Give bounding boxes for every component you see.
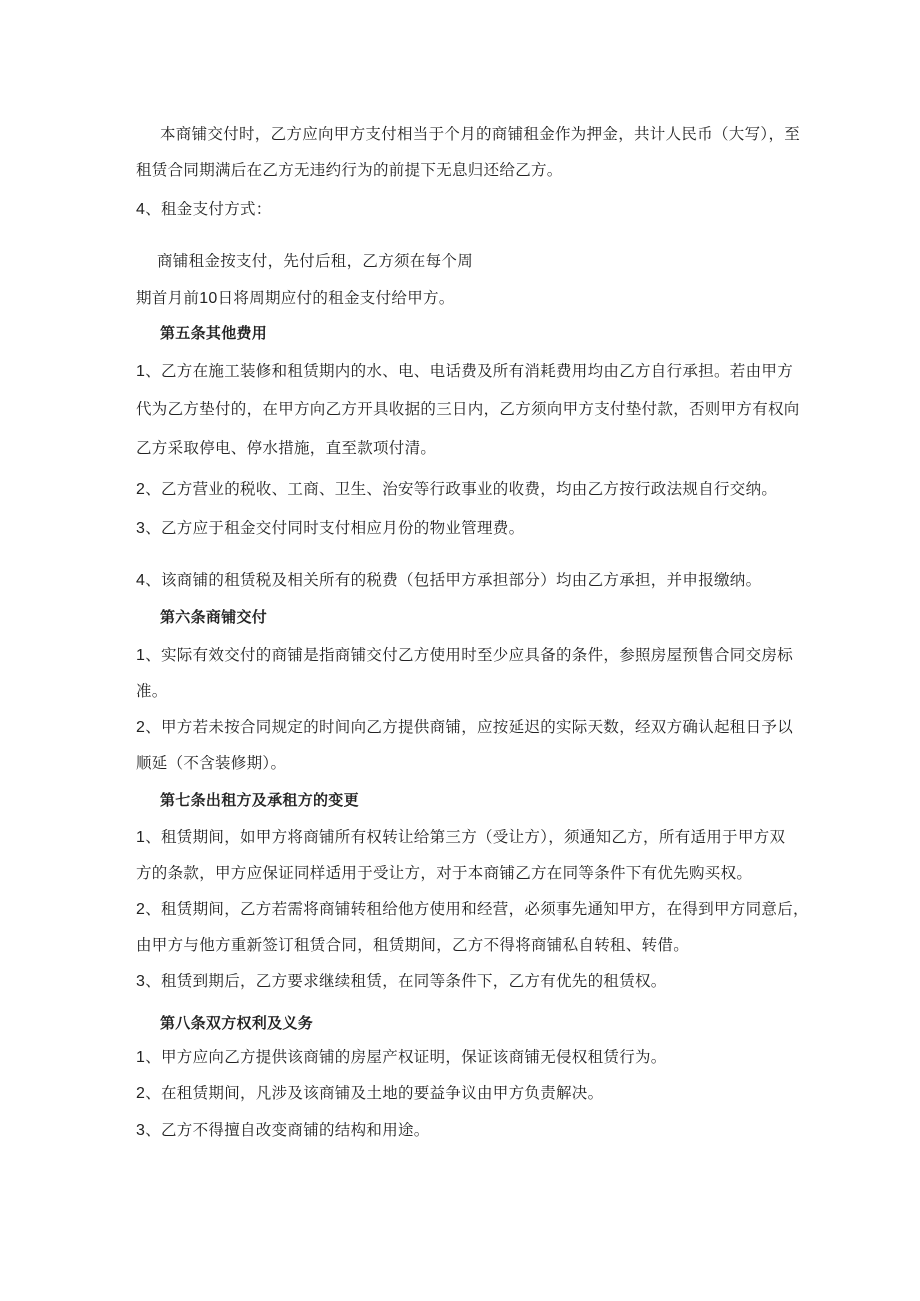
clause-text: 、乙方不得擅自改变商铺的结构和用途。: [145, 1121, 430, 1139]
article-7-heading: 第七条出租方及承租方的变更: [160, 791, 359, 809]
article-5-clause-1-line-2: 代为乙方垫付的，在甲方向乙方开具收据的三日内，乙方须向甲方支付垫付款，否则甲方有权向: [136, 400, 800, 418]
article-5-clause-4: [136, 570, 761, 591]
clause-number: 2: [136, 901, 146, 918]
clause-text: 、租赁期间，如甲方将商铺所有权转让给第三方（受让方），须通知乙方，所有适用于甲方双: [145, 828, 786, 846]
clause-rent-payment-method: [136, 199, 272, 220]
clause-text: 、租赁期间，乙方若需将商铺转租给他方使用和经营，必须事先通知甲方，在得到甲方同意后，: [145, 900, 809, 918]
payment-paragraph-line-1: 商铺租金按支付，先付后租，乙方须在每个周: [157, 252, 474, 270]
clause-number: 2: [136, 719, 146, 736]
article-6-heading: 第六条商铺交付: [160, 608, 268, 626]
article-6-clause-2-line-2: 顺延（不含装修期）。: [136, 754, 287, 772]
clause-text: 、甲方应向乙方提供该商铺的房屋产权证明，保证该商铺无侵权租赁行为。: [145, 1048, 667, 1066]
article-7-clause-1-line-1: [136, 827, 785, 848]
article-8-clause-1: [136, 1047, 667, 1068]
article-8-clause-3: [136, 1120, 430, 1141]
article-7-clause-1-line-2: 方的条款，甲方应保证同样适用于受让方，对于本商铺乙方在同等条件下有优先购买权。: [136, 864, 753, 882]
deposit-paragraph-line-2: 租赁合同期满后在乙方无违约行为的前提下无息归还给乙方。: [136, 161, 563, 179]
day-number: 10: [199, 290, 218, 307]
clause-number: 2: [136, 1085, 146, 1102]
text-segment: 日将周期应付的租金支付给甲方。: [217, 289, 455, 307]
clause-text: 、租金支付方式：: [145, 200, 272, 218]
clause-number: 2: [136, 481, 146, 498]
clause-text: 、乙方应于租金交付同时支付相应月份的物业管理费。: [145, 519, 525, 537]
clause-text: 、在租赁期间，凡涉及该商铺及土地的要益争议由甲方负责解决。: [145, 1084, 604, 1102]
article-6-clause-2-line-1: [136, 717, 793, 738]
article-6-clause-1-line-2: 准。: [136, 682, 168, 700]
article-7-clause-2-line-2: 由甲方与他方重新签订租赁合同，租赁期间，乙方不得将商铺私自转租、转借。: [136, 936, 690, 954]
clause-number: 1: [136, 829, 146, 846]
article-6-clause-1-line-1: [136, 645, 793, 666]
article-8-clause-2: [136, 1083, 603, 1104]
clause-number: 3: [136, 973, 146, 990]
article-7-clause-3: [136, 971, 667, 992]
clause-text: 、实际有效交付的商铺是指商铺交付乙方使用时至少应具备的条件，参照房屋预售合同交房标: [145, 646, 794, 664]
clause-number: 3: [136, 1122, 146, 1139]
clause-number: 1: [136, 1049, 146, 1066]
deposit-paragraph-line-1: 本商铺交付时，乙方应向甲方支付相当于个月的商铺租金作为押金，共计人民币（大写），至: [160, 125, 801, 143]
article-5-clause-2: [136, 479, 777, 500]
clause-number: 1: [136, 647, 146, 664]
clause-text: 、乙方营业的税收、工商、卫生、治安等行政事业的收费，均由乙方按行政法规自行交纳。: [145, 480, 778, 498]
clause-number: 4: [136, 572, 146, 589]
clause-number: 1: [136, 363, 146, 380]
clause-text: 、该商铺的租赁税及相关所有的税费（包括甲方承担部分）均由乙方承担，并申报缴纳。: [145, 571, 762, 589]
article-5-clause-1-line-1: [136, 361, 793, 382]
clause-text: 、甲方若未按合同规定的时间向乙方提供商铺，应按延迟的实际天数，经双方确认起租日予以: [145, 718, 794, 736]
clause-number: 4: [136, 201, 146, 218]
text-segment: 期首月前: [136, 289, 200, 307]
article-8-heading: 第八条双方权利及义务: [160, 1014, 314, 1032]
article-5-heading: 第五条其他费用: [160, 324, 268, 342]
payment-paragraph-line-2: [136, 288, 455, 309]
clause-text: 、乙方在施工装修和租赁期内的水、电、电话费及所有消耗费用均由乙方自行承担。若由甲方: [145, 362, 794, 380]
clause-text: 、租赁到期后，乙方要求继续租赁，在同等条件下，乙方有优先的租赁权。: [145, 972, 667, 990]
article-7-clause-2-line-1: [136, 899, 809, 920]
clause-number: 3: [136, 520, 146, 537]
article-5-clause-1-line-3: 乙方采取停电、停水措施，直至款项付清。: [136, 439, 437, 457]
article-5-clause-3: [136, 518, 524, 539]
